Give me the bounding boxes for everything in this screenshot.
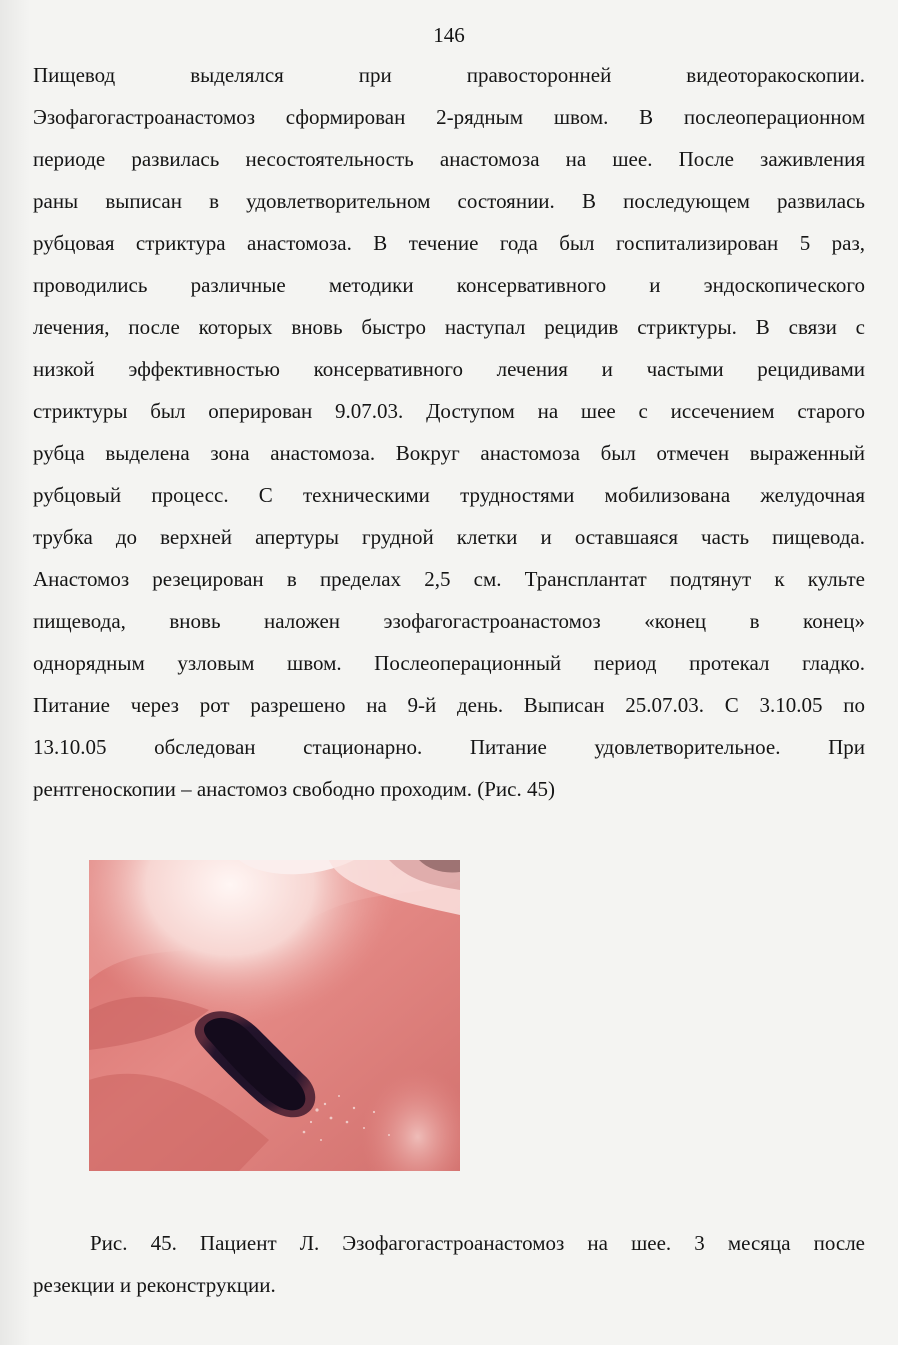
text-line: Анастомоз резецирован в пределах 2,5 см. Трансплантат подтянут к культе [33,567,865,591]
text-line: Пищевод выделялся при правосторонней видеоторакоскопии. [33,63,865,87]
text-line: периоде развилась несостоятельность анастомоза на шее. После заживления [33,147,865,171]
text-line: рентгеноскопии – анастомоз свободно проходим. (Рис. 45) [33,777,555,801]
text-line: рубцовая стриктура анастомоза. В течение года был госпитализирован 5 раз, [33,231,865,255]
body-paragraph [33,54,865,810]
endoscopy-photo [89,860,460,1171]
text-line: 13.10.05 обследован стационарно. Питание удовлетворительное. При [33,735,865,759]
page-number: 146 [433,23,465,47]
text-line: рубца выделена зона анастомоза. Вокруг анастомоза был отмечен выраженный [33,441,865,465]
figure-caption [33,1222,865,1306]
text-line: трубка до верхней апертуры грудной клетки и оставшаяся часть пищевода. [33,525,865,549]
caption-line: Рис. 45. Пациент Л. Эзофагогастроанастомоз на шее. 3 месяца после [90,1231,865,1255]
text-line: низкой эффективностью консервативного лечения и частыми рецидивами [33,357,865,381]
text-line: проводились различные методики консервативного и эндоскопического [33,273,865,297]
text-line: Эзофагогастроанастомоз сформирован 2-рядным швом. В послеоперационном [33,105,865,129]
text-line: однорядным узловым швом. Послеоперационный период протекал гладко. [33,651,865,675]
text-line: Питание через рот разрешено на 9-й день. Выписан 25.07.03. С 3.10.05 по [33,693,865,717]
text-line: раны выписан в удовлетворительном состоянии. В последующем развилась [33,189,865,213]
text-line: рубцовый процесс. С техническими трудностями мобилизована желудочная [33,483,865,507]
caption-line: резекции и реконструкции. [33,1273,276,1297]
text-line: лечения, после которых вновь быстро наступал рецидив стриктуры. В связи с [33,315,865,339]
text-line: пищевода, вновь наложен эзофагогастроанастомоз «конец в конец» [33,609,865,633]
text-line: стриктуры был оперирован 9.07.03. Доступом на шее с иссечением старого [33,399,865,423]
